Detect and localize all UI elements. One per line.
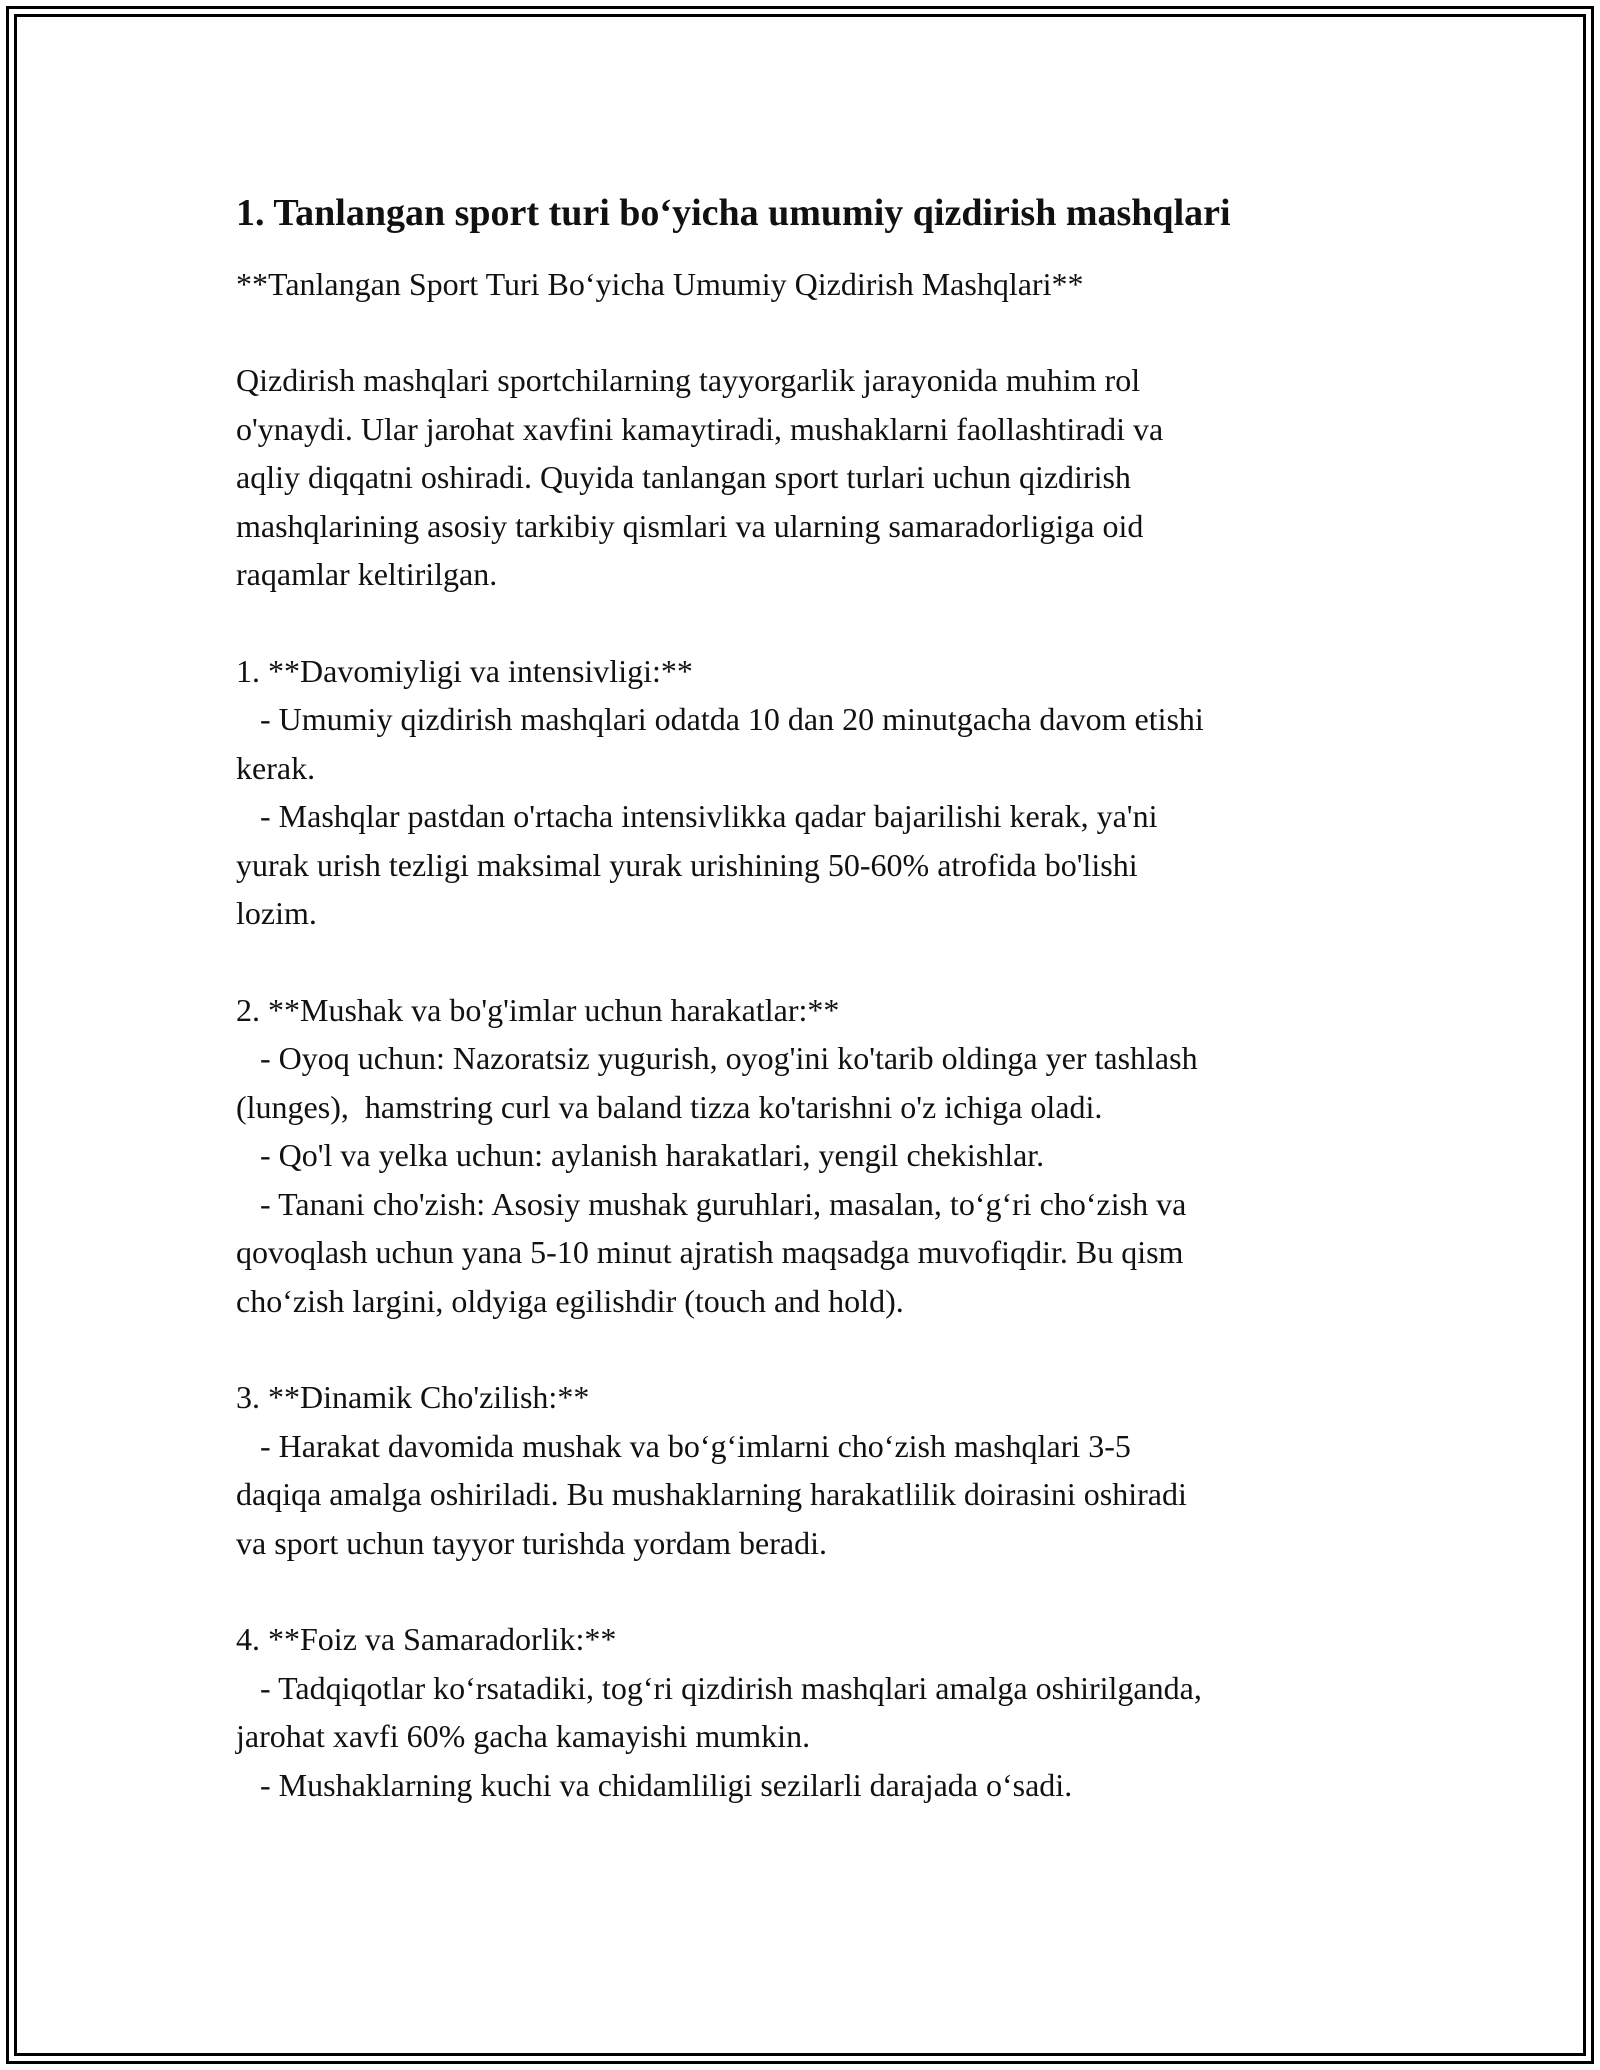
document-title: 1. Tanlangan sport turi bo‘yicha umumiy qizdirish mashqlari (236, 192, 1231, 234)
document-body (236, 186, 1366, 1809)
section-body: - Harakat davomida mushak va bo‘g‘imlarni cho‘zish mashqlari 3-5 daqiqa amalga oshiriladi. Bu mushaklarning harakatlilik doirasini oshiradi va sport uchun tayyor turishda yordam beradi. (236, 1427, 1187, 1561)
section-dynamic-stretching (236, 1373, 1366, 1567)
section-heading: 4. **Foiz va Samaradorlik:** (236, 1621, 617, 1657)
section-body: - Oyoq uchun: Nazoratsiz yugurish, oyog'ini ko'tarib oldinga yer tashlash (lunges), hamstring curl va baland tizza ko'tarishni o'z ichiga oladi. - Qo'l va yelka uchun: aylanish harakatlari, yengil chekishlar. - Tanani cho'zish: Asosiy mushak guruhlari, masalan, to‘g‘ri cho‘zish va qovoqlash uchun yana 5-10 minut ajratish maqsadga muvofiqdir. Bu qism cho‘zish largini, oldyiga egilishdir (touch and hold). (236, 1040, 1198, 1319)
section-duration-intensity (236, 647, 1366, 938)
section-percent-effectiveness (236, 1615, 1366, 1809)
section-body: - Umumiy qizdirish mashqlari odatda 10 dan 20 minutgacha davom etishi kerak. - Mashqlar pastdan o'rtacha intensivlikka qadar bajarilishi kerak, ya'ni yurak urish tezligi maksimal yurak urishining 50-60% atrofida bo'lishi lozim. (236, 701, 1204, 931)
section-heading: 3. **Dinamik Cho'zilish:** (236, 1379, 590, 1415)
section-heading: 2. **Mushak va bo'g'imlar uchun harakatlar:** (236, 991, 840, 1028)
section-body: - Tadqiqotlar ko‘rsatadiki, tog‘ri qizdirish mashqlari amalga oshirilganda, jarohat xavfi 60% gacha kamayishi mumkin. - Mushaklarning kuchi va chidamliligi sezilarli darajada o‘sadi. (236, 1669, 1202, 1803)
section-muscle-joint-movements (236, 986, 1366, 1326)
section-heading: 1. **Davomiyligi va intensivligi:** (236, 652, 693, 689)
document-subtitle: **Tanlangan Sport Turi Bo‘yicha Umumiy Qizdirish Mashqlari** (236, 266, 1084, 302)
intro-paragraph: Qizdirish mashqlari sportchilarning tayyorgarlik jarayonida muhim rol o'ynaydi. Ular jarohat xavfini kamaytiradi, mushaklarni faollashtiradi va aqliy diqqatni oshiradi. Quyida tanlangan sport turlari uchun qizdirish mashqlarining asosiy tarkibiy qismlari va ularning samaradorligiga oid raqamlar keltirilgan. (236, 362, 1164, 592)
